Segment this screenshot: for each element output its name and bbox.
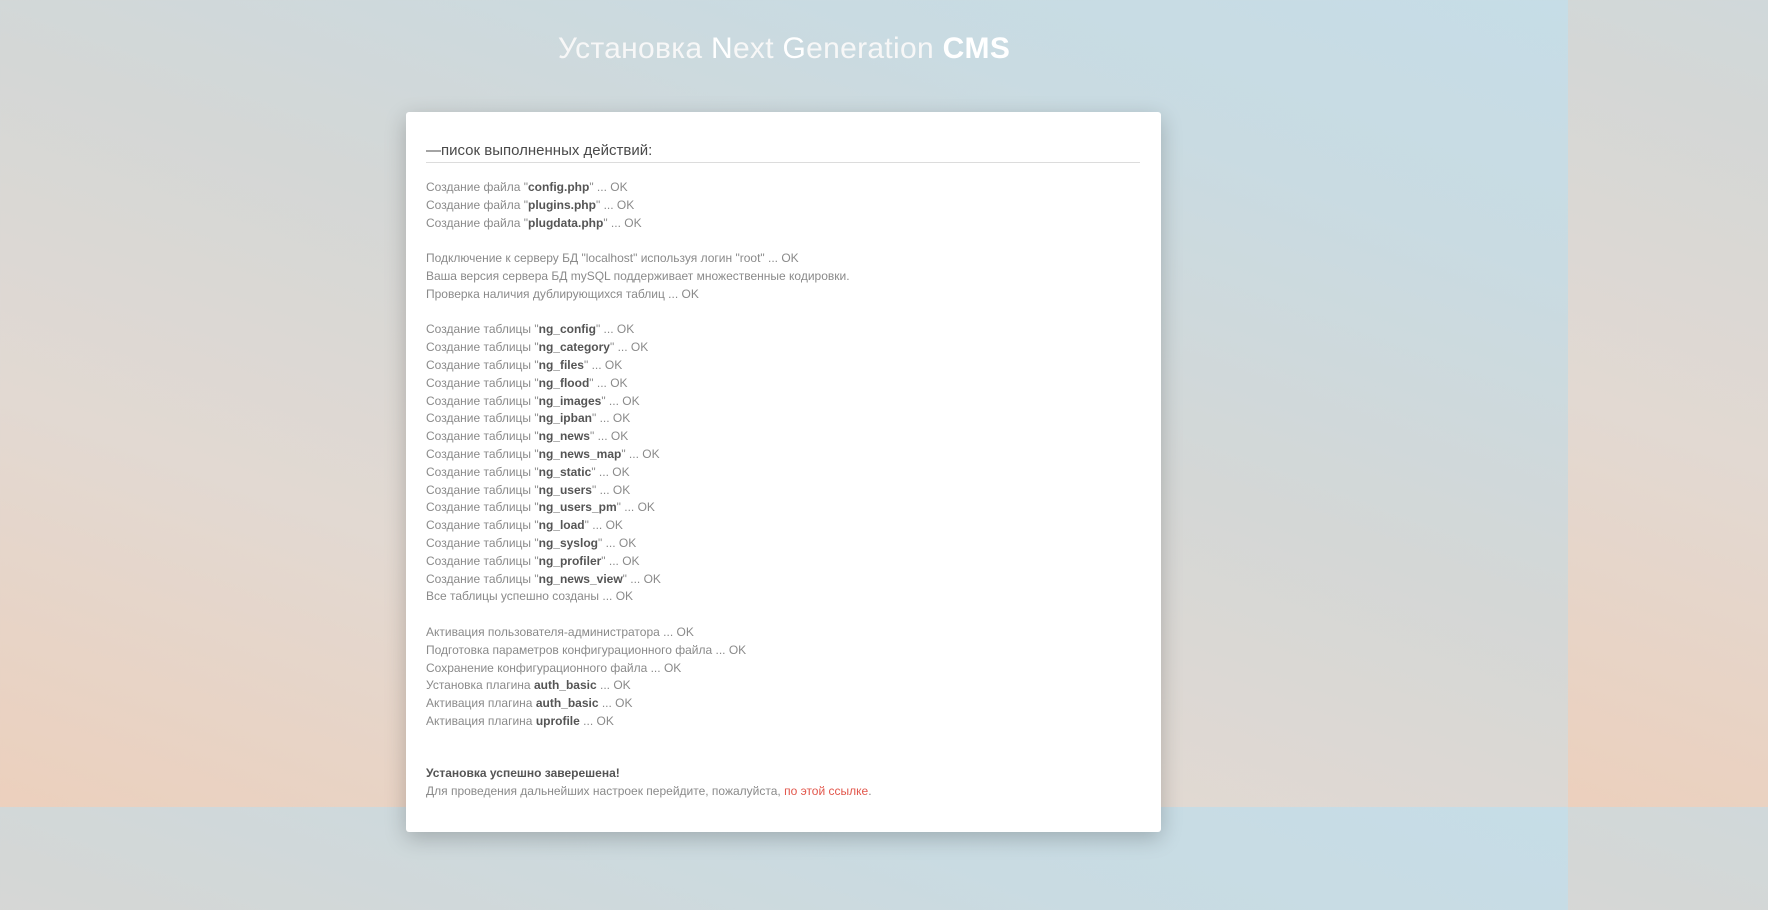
log-line: Подготовка параметров конфигурационного файла ... OK xyxy=(426,642,747,657)
title-letter-g: G xyxy=(782,32,807,65)
log-line: Создание таблицы "ng_config" ... OK xyxy=(426,322,635,337)
log-line: Создание таблицы "ng_users_pm" ... OK xyxy=(426,500,655,515)
log-line: Создание таблицы "ng_flood" ... OK xyxy=(426,375,628,390)
log-line: Создание таблицы "ng_news" ... OK xyxy=(426,429,629,444)
log-line: Создание таблицы "ng_images" ... OK xyxy=(426,393,640,408)
log-line: Создание таблицы "ng_ipban" ... OK xyxy=(426,411,631,426)
log-line: Создание файла "plugdata.php" ... OK xyxy=(426,215,642,230)
log-line: Создание таблицы "ng_news_map" ... OK xyxy=(426,446,660,461)
log-line: Активация пользователя-администратора ... OK xyxy=(426,624,694,639)
log-line: Активация плагина auth_basic ... OK xyxy=(426,696,633,711)
log-line: Создание таблицы "ng_profiler" ... OK xyxy=(426,553,640,568)
admin-link[interactable]: по этой ссылке xyxy=(784,783,869,798)
next-steps-text xyxy=(426,783,1140,801)
log-line: Установка плагина auth_basic ... OK xyxy=(426,678,631,693)
log-line: Создание файла "plugins.php" ... OK xyxy=(426,197,635,212)
title-letter-n: N xyxy=(710,32,733,65)
install-complete-text: Установка успешно заверешена! xyxy=(426,766,620,780)
title-part-1: Установка xyxy=(557,32,711,65)
completion-message xyxy=(426,765,1140,801)
log-line: Создание таблицы "ng_news_view" ... OK xyxy=(426,571,661,586)
log-line: Создание файла "config.php" ... OK xyxy=(426,180,628,194)
log-spacer xyxy=(426,232,1140,250)
log-line: Создание таблицы "ng_static" ... OK xyxy=(426,464,630,479)
next-steps-prefix: Для проведения дальнейших настроек перейдите, пожалуйста, xyxy=(426,783,785,798)
log-line: Создание таблицы "ng_category" ... OK xyxy=(426,340,649,355)
log-spacer xyxy=(426,304,1140,322)
log-line: Сохранение конфигурационного файла ... OK xyxy=(426,660,682,675)
page-title xyxy=(0,32,1568,66)
log-line: Ваша версия сервера БД mySQL поддерживает множественные кодировки. xyxy=(426,268,850,283)
panel-heading: —писок выполненных действий: xyxy=(426,141,1140,163)
log-line: Создание таблицы "ng_load" ... OK xyxy=(426,518,623,533)
log-line: Подключение к серверу БД "localhost" используя логин "root" ... OK xyxy=(426,251,799,266)
log-line: Создание таблицы "ng_files" ... OK xyxy=(426,357,623,372)
title-part-3: eneration xyxy=(806,32,943,65)
log-spacer xyxy=(426,606,1140,624)
log-line: Активация плагина uprofile ... OK xyxy=(426,713,614,728)
next-steps-end: . xyxy=(868,783,872,798)
log-line: Создание таблицы "ng_syslog" ... OK xyxy=(426,535,637,550)
title-part-2: ext xyxy=(732,32,783,65)
log-line: Создание таблицы "ng_users" ... OK xyxy=(426,482,631,497)
log-line: Все таблицы успешно созданы ... OK xyxy=(426,589,634,604)
log-line: Проверка наличия дублирующихся таблиц ... OK xyxy=(426,286,699,301)
title-brand: CMS xyxy=(942,32,1011,65)
action-log xyxy=(426,179,1140,731)
